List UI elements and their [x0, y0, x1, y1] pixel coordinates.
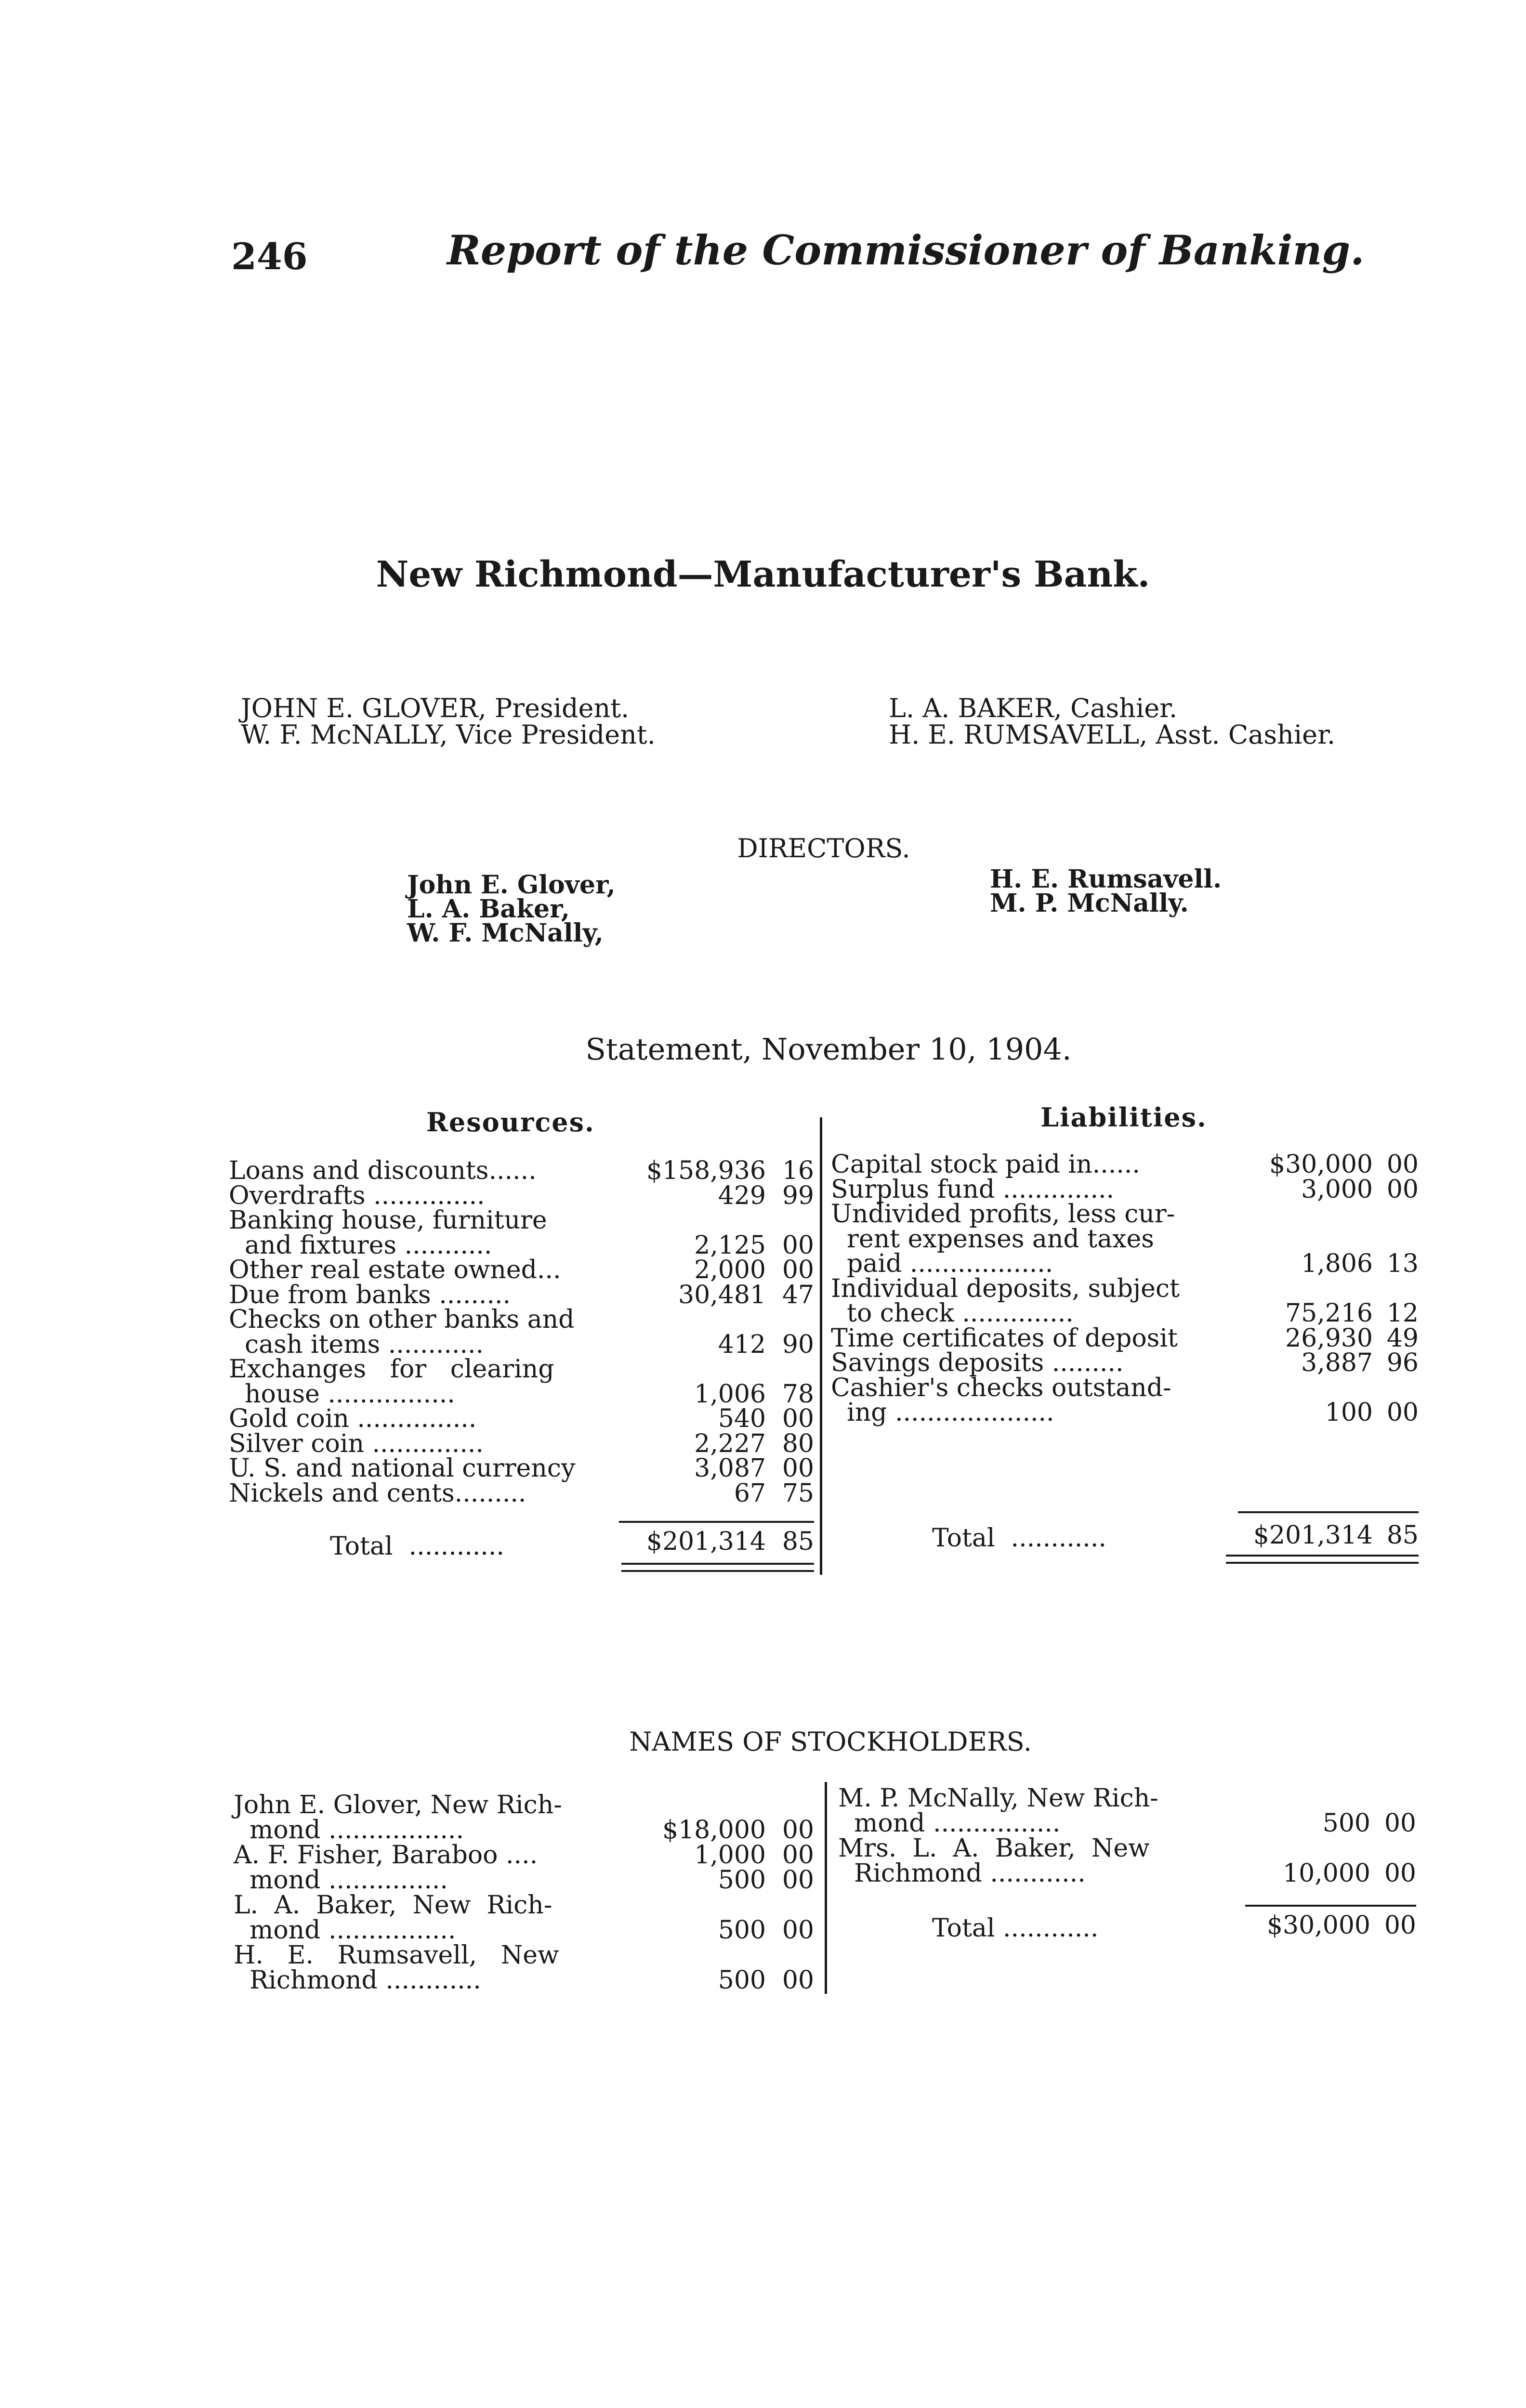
- liability-row-label: Cashier's checks outstand-: [831, 1373, 1171, 1402]
- liability-row-dollars: 1,806: [1301, 1249, 1373, 1278]
- resources-total-cents: 85: [782, 1527, 814, 1556]
- stockholder-row-cents: 00: [782, 1816, 814, 1845]
- resource-row-cents: 16: [782, 1156, 814, 1185]
- resource-row-label: U. S. and national currency: [229, 1454, 576, 1483]
- liability-row-dollars: 3,000: [1301, 1175, 1373, 1204]
- stockholder-row-label: M. P. McNally, New Rich-: [838, 1784, 1158, 1813]
- director: John E. Glover,: [407, 870, 616, 900]
- liabilities-total-double-rule: [1226, 1555, 1419, 1557]
- liability-row-label: Individual deposits, subject: [831, 1274, 1180, 1303]
- stockholder-row-cents: 00: [782, 1916, 814, 1945]
- stockholder-row-dollars: 1,000: [694, 1841, 766, 1870]
- resource-row-label: Checks on other banks and: [229, 1305, 575, 1334]
- resource-row-cents: 00: [782, 1404, 814, 1433]
- director: L. A. Baker,: [407, 894, 570, 924]
- resource-row-label: Banking house, furniture: [229, 1206, 547, 1235]
- resource-row-cents: 75: [782, 1479, 814, 1508]
- stockholder-row-label: A. F. Fisher, Baraboo ....: [234, 1841, 538, 1870]
- statement-title: Statement, November 10, 1904.: [585, 1032, 1072, 1067]
- liability-row-label: ing ....................: [831, 1398, 1054, 1427]
- liabilities-total-label: Total ............: [932, 1524, 1106, 1553]
- resource-row-cents: 80: [782, 1429, 814, 1458]
- resource-row-dollars: 2,227: [694, 1429, 766, 1458]
- resource-row-label: Gold coin ...............: [229, 1404, 477, 1433]
- stockholder-row-label: mond ................: [838, 1809, 1061, 1838]
- page-number: 246: [231, 235, 308, 278]
- resource-row-label: Other real estate owned...: [229, 1256, 561, 1284]
- resource-row-label: Overdrafts ..............: [229, 1181, 485, 1210]
- stockholder-row-dollars: $18,000: [662, 1816, 766, 1845]
- officer-cashier: L. A. BAKER, Cashier.: [889, 693, 1178, 723]
- resources-total-rule: [619, 1521, 814, 1523]
- resources-heading: Resources.: [426, 1107, 595, 1138]
- resource-row-dollars: $158,936: [646, 1156, 766, 1185]
- resource-row-cents: 00: [782, 1230, 814, 1260]
- liabilities-total-dollars: $201,314: [1253, 1521, 1373, 1550]
- liability-row-cents: 49: [1386, 1323, 1419, 1353]
- liability-row-cents: 12: [1386, 1299, 1419, 1328]
- director: W. F. McNally,: [407, 918, 604, 948]
- liability-row-label: to check ..............: [831, 1299, 1074, 1328]
- stockholder-row-cents: 00: [782, 1866, 814, 1895]
- stockholders-column-divider: [825, 1782, 827, 1994]
- liability-row-dollars: 26,930: [1285, 1323, 1373, 1353]
- resource-row-dollars: 3,087: [694, 1454, 766, 1483]
- stockholder-row-label: Richmond ............: [838, 1859, 1086, 1888]
- stockholder-row-label: Richmond ............: [234, 1966, 481, 1995]
- resource-row-dollars: 540: [718, 1404, 766, 1433]
- stockholder-row-dollars: 500: [718, 1966, 766, 1995]
- stockholder-row-dollars: 500: [718, 1866, 766, 1895]
- liability-row-cents: 00: [1386, 1150, 1419, 1179]
- resource-row-label: Due from banks .........: [229, 1280, 511, 1309]
- liability-row-dollars: $30,000: [1269, 1150, 1373, 1179]
- liability-row-cents: 13: [1386, 1249, 1419, 1278]
- resource-row-label: Silver coin ..............: [229, 1429, 484, 1458]
- stockholder-row-label: mond ................: [234, 1916, 456, 1945]
- bank-title: New Richmond—Manufacturer's Bank.: [376, 554, 1150, 595]
- stockholder-row-dollars: 500: [718, 1916, 766, 1945]
- stockholders-total-rule: [1245, 1905, 1416, 1907]
- statement-column-divider: [820, 1117, 822, 1575]
- resource-row-dollars: 429: [718, 1181, 766, 1210]
- stockholders-heading: NAMES OF STOCKHOLDERS.: [629, 1727, 1032, 1757]
- director: H. E. Rumsavell.: [990, 864, 1222, 894]
- stockholder-row-cents: 00: [782, 1966, 814, 1995]
- liability-row-dollars: 3,887: [1301, 1348, 1373, 1377]
- liability-row-cents: 96: [1386, 1348, 1419, 1377]
- resource-row-cents: 78: [782, 1379, 814, 1409]
- resource-row-cents: 00: [782, 1454, 814, 1483]
- liability-row-label: Undivided profits, less cur-: [831, 1200, 1175, 1229]
- resource-row-cents: 47: [782, 1280, 814, 1309]
- resource-row-dollars: 2,000: [694, 1256, 766, 1284]
- resource-row-cents: 99: [782, 1181, 814, 1210]
- resource-row-dollars: 67: [734, 1479, 766, 1508]
- running-title: Report of the Commissioner of Banking.: [447, 226, 1365, 274]
- resource-row-dollars: 2,125: [694, 1230, 766, 1260]
- director: M. P. McNally.: [990, 889, 1189, 918]
- stockholder-row-label: Mrs. L. A. Baker, New: [838, 1834, 1150, 1863]
- resource-row-cents: 90: [782, 1330, 814, 1359]
- stockholder-row-label: L. A. Baker, New Rich-: [234, 1891, 553, 1920]
- resource-row-dollars: 1,006: [694, 1379, 766, 1409]
- liability-row-dollars: 75,216: [1285, 1299, 1373, 1328]
- stockholders-total-cents: 00: [1384, 1911, 1416, 1940]
- stockholder-row-dollars: 10,000: [1283, 1859, 1370, 1888]
- stockholder-row-cents: 00: [1384, 1809, 1416, 1838]
- stockholder-row-cents: 00: [1384, 1859, 1416, 1888]
- resources-total-dollars: $201,314: [646, 1527, 766, 1556]
- stockholders-total-dollars: $30,000: [1266, 1911, 1370, 1940]
- stockholder-row-label: mond .................: [234, 1816, 464, 1845]
- liability-row-dollars: 100: [1325, 1398, 1373, 1427]
- directors-heading: DIRECTORS.: [737, 833, 910, 864]
- resource-row-label: Exchanges for clearing: [229, 1355, 554, 1384]
- liability-row-label: Savings deposits .........: [831, 1348, 1124, 1377]
- stockholder-row-label: mond ...............: [234, 1866, 448, 1895]
- officer-asst-cashier: H. E. RUMSAVELL, Asst. Cashier.: [889, 720, 1336, 750]
- resource-row-label: cash items ............: [229, 1330, 484, 1359]
- resource-row-label: and fixtures ...........: [229, 1230, 492, 1260]
- stockholders-total-label: Total ............: [932, 1914, 1099, 1943]
- liability-row-label: Capital stock paid in......: [831, 1150, 1140, 1179]
- stockholder-row-label: H. E. Rumsavell, New: [234, 1941, 559, 1970]
- stockholder-row-cents: 00: [782, 1841, 814, 1870]
- liability-row-label: Surplus fund ..............: [831, 1175, 1115, 1204]
- liabilities-total-rule: [1238, 1511, 1419, 1513]
- liability-row-cents: 00: [1386, 1398, 1419, 1427]
- resources-total-double-rule-2: [621, 1570, 814, 1572]
- liability-row-label: rent expenses and taxes: [831, 1224, 1154, 1254]
- liability-row-label: Time certificates of deposit: [831, 1323, 1178, 1353]
- resource-row-label: Loans and discounts......: [229, 1156, 537, 1185]
- resource-row-dollars: 30,481: [678, 1280, 766, 1309]
- stockholder-row-label: John E. Glover, New Rich-: [234, 1791, 562, 1819]
- officer-president: JOHN E. GLOVER, President.: [241, 693, 630, 723]
- liability-row-label: paid ..................: [831, 1249, 1053, 1278]
- liabilities-heading: Liabilities.: [1040, 1102, 1207, 1133]
- resource-row-label: Nickels and cents.........: [229, 1479, 526, 1508]
- officer-vice-president: W. F. McNALLY, Vice President.: [241, 720, 656, 750]
- stockholder-row-dollars: 500: [1322, 1809, 1370, 1838]
- liability-row-cents: 00: [1386, 1175, 1419, 1204]
- resources-total-double-rule: [621, 1563, 814, 1565]
- resource-row-label: house ................: [229, 1379, 455, 1409]
- liabilities-total-cents: 85: [1386, 1521, 1419, 1550]
- resource-row-dollars: 412: [718, 1330, 766, 1359]
- resources-total-label: Total ............: [330, 1532, 504, 1561]
- resource-row-cents: 00: [782, 1256, 814, 1284]
- liabilities-total-double-rule-2: [1226, 1562, 1419, 1564]
